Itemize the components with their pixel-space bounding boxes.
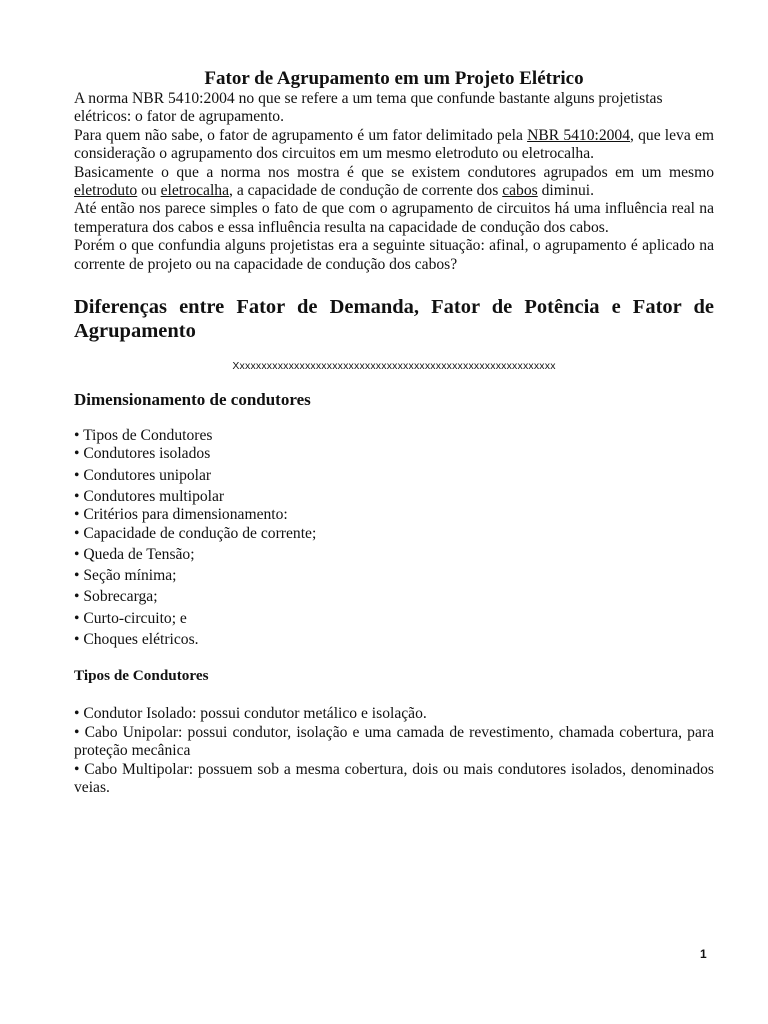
document-title: Fator de Agrupamento em um Projeto Elétrico xyxy=(204,68,584,89)
list-item: • Sobrecarga; xyxy=(74,588,158,606)
paragraph-intro: A norma NBR 5410:2004 no que se refere a um tema que confunde bastante alguns projetistas elétricos: o fator de agrupamento. xyxy=(74,90,663,126)
text-segment: diminui. xyxy=(537,182,595,200)
page-number: 1 xyxy=(700,947,707,961)
paragraph-definition xyxy=(74,127,714,164)
text-segment: Basicamente o que a norma nos mostra é que se existem condutores agrupados em um mesmo xyxy=(74,163,714,181)
list-item: • Capacidade de condução de corrente; xyxy=(74,524,317,542)
list-item: • Condutores isolados xyxy=(74,445,211,463)
link-eletroduto[interactable]: eletroduto xyxy=(74,182,138,200)
sizing-list xyxy=(74,427,714,649)
section-heading-differences: Diferenças entre Fator de Demanda, Fator de Potência e Fator de Agrupamento xyxy=(74,296,714,343)
text-segment: ou xyxy=(137,182,161,200)
conductor-types-list xyxy=(74,705,714,797)
section-heading-sizing: Dimensionamento de condutores xyxy=(74,390,311,410)
list-item: • Condutor Isolado: possui condutor metálico e isolação. xyxy=(74,705,427,723)
text-segment: , a capacidade de condução de corrente dos xyxy=(229,182,503,200)
list-item: • Curto-circuito; e xyxy=(74,609,187,627)
list-item: • Queda de Tensão; xyxy=(74,545,195,563)
list-item: • Critérios para dimensionamento: xyxy=(74,506,288,524)
list-item: • Choques elétricos. xyxy=(74,630,199,648)
section-heading-conductor-types: Tipos de Condutores xyxy=(74,667,209,685)
placeholder-line: Xxxxxxxxxxxxxxxxxxxxxxxxxxxxxxxxxxxxxxxxxxxxxxxxxxxxxxxxxxx xyxy=(232,360,556,373)
list-item: • Tipos de Condutores xyxy=(74,427,213,445)
link-nbr-5410[interactable]: NBR 5410:2004 xyxy=(527,126,631,144)
paragraph-question: Porém o que confundia alguns projetistas era a seguinte situação: afinal, o agrupamento é aplicado na corrente de projeto ou na capacidade de condução dos cabos? xyxy=(74,237,714,273)
text-segment: Para quem não sabe, o fator de agrupamento é um fator delimitado pela xyxy=(74,126,528,144)
list-item: • Condutores unipolar xyxy=(74,466,212,484)
paragraph-basics xyxy=(74,164,714,201)
link-cabos[interactable]: cabos xyxy=(502,182,538,200)
document-page xyxy=(74,68,714,797)
list-item: • Seção mínima; xyxy=(74,567,177,585)
text-segment: , que leva em consideração o agrupamento dos circuitos em um mesmo eletroduto ou eletrocalha. xyxy=(74,126,714,163)
paragraph-influence: Até então nos parece simples o fato de que com o agrupamento de circuitos há uma influência real na temperatura dos cabos e essa influência resulta na capacidade de condução dos cabos. xyxy=(74,200,714,236)
link-eletrocalha[interactable]: eletrocalha xyxy=(160,182,230,200)
list-item: • Cabo Unipolar: possui condutor, isolação e uma camada de revestimento, chamada cobertura, para proteção mecânica xyxy=(74,723,714,760)
list-item: • Condutores multipolar xyxy=(74,487,225,505)
list-item: • Cabo Multipolar: possuem sob a mesma cobertura, dois ou mais condutores isolados, denominados veias. xyxy=(74,760,714,796)
